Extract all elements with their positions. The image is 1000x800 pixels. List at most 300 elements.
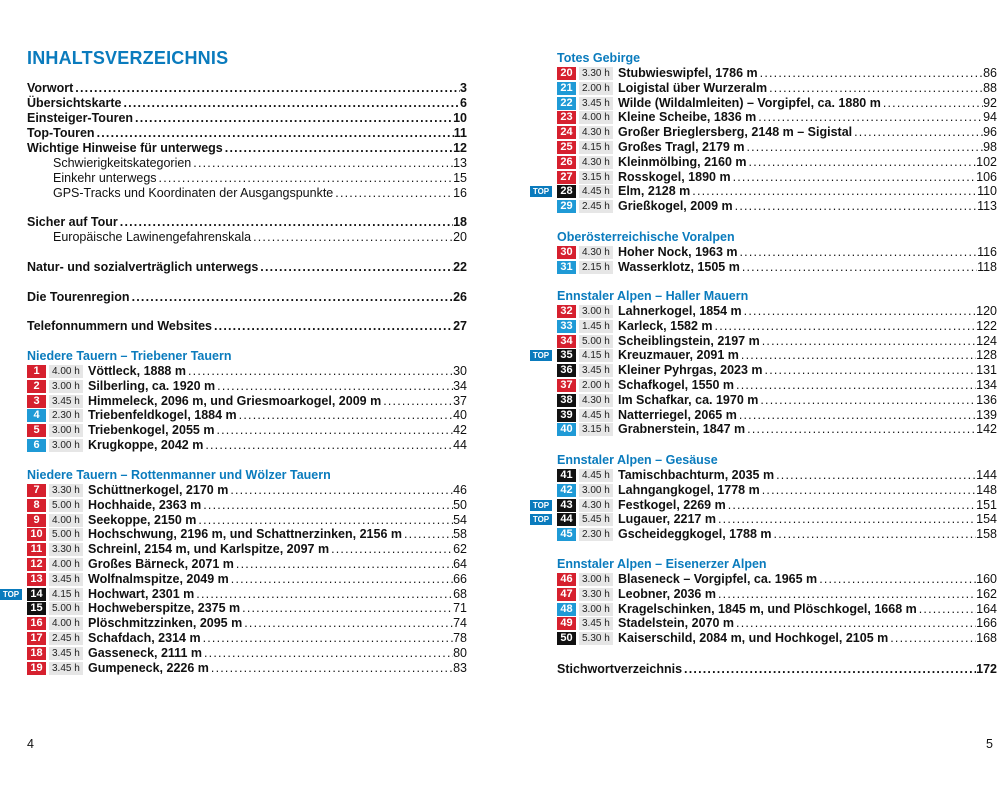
tour-entry[interactable]	[557, 378, 997, 393]
tour-page: 158	[976, 527, 997, 542]
tour-entry[interactable]	[27, 542, 467, 557]
tour-name: Hochweberspitze, 2375 m	[88, 601, 241, 616]
leader-dots	[133, 111, 453, 126]
tour-duration: 3.15 h	[579, 171, 613, 184]
leader-dots	[157, 171, 454, 186]
tour-number-badge: 29	[557, 200, 576, 213]
tour-number-badge: 5	[27, 424, 46, 437]
tour-duration: 3.00 h	[49, 380, 83, 393]
leader-dots	[194, 587, 453, 602]
tour-name: Grießkogel, 2009 m	[618, 199, 733, 214]
tour-name: Wolfnalmspitze, 2049 m	[88, 571, 229, 586]
tour-duration: 4.15 h	[579, 141, 613, 154]
tour-number-badge: 9	[27, 514, 46, 527]
leader-dots	[73, 81, 460, 96]
tour-duration: 1.45 h	[579, 320, 613, 333]
tour-duration: 3.00 h	[49, 439, 83, 452]
tour-page: 78	[453, 631, 467, 645]
toc-entry-page: 172	[976, 662, 997, 676]
tour-name: Wilde (Wildalmleiten) – Vorgipfel, ca. 1880 m	[618, 95, 881, 110]
tour-entry[interactable]	[557, 110, 997, 125]
leader-dots	[202, 646, 453, 661]
leader-dots	[739, 348, 976, 363]
leader-dots	[740, 260, 977, 275]
tour-duration: 3.30 h	[49, 543, 83, 556]
tour-name: Leobner, 2036 m	[618, 586, 716, 601]
tour-entry[interactable]	[557, 616, 997, 631]
tour-duration: 2.15 h	[579, 261, 613, 274]
tour-name: Schafdach, 2314 m	[88, 631, 201, 645]
leader-dots	[760, 483, 976, 498]
tour-entry[interactable]	[557, 319, 997, 334]
tour-page: 113	[977, 199, 997, 214]
tour-entry[interactable]	[557, 245, 997, 260]
tour-page: 64	[453, 557, 467, 571]
tour-page: 154	[976, 512, 997, 527]
tour-duration: 3.45 h	[579, 364, 613, 377]
tour-duration: 2.45 h	[49, 632, 83, 645]
tour-page: 118	[977, 259, 997, 274]
toc-entry[interactable]	[27, 230, 467, 245]
tour-number-badge: 23	[557, 111, 576, 124]
leader-dots	[223, 141, 453, 156]
tour-number-badge: 25	[557, 141, 576, 154]
tour-entry[interactable]	[27, 631, 467, 646]
tour-duration: 2.00 h	[579, 82, 613, 95]
tour-page: 71	[453, 601, 467, 616]
tour-entry[interactable]	[557, 199, 997, 214]
tour-name: Plöschmitzzinken, 2095 m	[88, 616, 243, 631]
tour-name: Krugkoppe, 2042 m	[88, 438, 204, 452]
leader-dots	[234, 557, 453, 572]
tour-entry[interactable]	[27, 527, 467, 542]
tour-name: Karleck, 1582 m	[618, 318, 713, 333]
tour-page: 144	[976, 468, 997, 482]
toc-entry[interactable]	[27, 126, 467, 141]
tour-duration: 4.45 h	[579, 185, 613, 198]
tour-page: 62	[453, 542, 467, 557]
tour-page: 134	[976, 378, 997, 392]
tour-entry[interactable]	[532, 512, 997, 527]
tour-name: Hoher Nock, 1963 m	[618, 245, 738, 259]
leader-dots	[329, 542, 453, 557]
top-tour-badge: TOP	[0, 589, 22, 600]
tour-name: Stubwieswipfel, 1786 m	[618, 66, 758, 80]
tour-page: 34	[453, 378, 467, 393]
tour-page: 80	[453, 645, 467, 660]
tour-entry[interactable]	[27, 646, 467, 661]
leader-dots	[214, 423, 453, 438]
leader-dots	[333, 186, 453, 201]
tour-number-badge: 37	[557, 379, 576, 392]
leader-dots	[682, 662, 976, 677]
toc-entry[interactable]	[27, 319, 467, 334]
toc-entry[interactable]	[27, 96, 467, 111]
leader-dots	[767, 81, 983, 96]
section-title: Niedere Tauern – Triebener Tauern	[27, 349, 232, 363]
tour-entry[interactable]	[27, 408, 467, 423]
tour-name: Gumpeneck, 2226 m	[88, 660, 209, 675]
tour-entry[interactable]	[532, 348, 997, 363]
leader-dots	[726, 498, 976, 513]
tour-entry[interactable]	[27, 661, 467, 676]
tour-entry[interactable]	[27, 364, 467, 379]
tour-page: 98	[983, 140, 997, 154]
toc-entry-label: Telefonnummern und Websites	[27, 319, 212, 333]
tour-number-badge: 15	[27, 602, 46, 615]
tour-page: 151	[976, 497, 997, 512]
tour-duration: 4.45 h	[579, 469, 613, 482]
tour-number-badge: 1	[27, 365, 46, 378]
tour-page: 92	[983, 95, 997, 110]
tour-duration: 3.00 h	[579, 484, 613, 497]
tour-entry[interactable]	[557, 572, 997, 587]
toc-entry-label: Schwierigkeitskategorien	[53, 156, 192, 170]
tour-duration: 3.45 h	[579, 617, 613, 630]
tour-duration: 4.30 h	[579, 394, 613, 407]
tour-page: 168	[976, 631, 997, 646]
leader-dots	[191, 156, 453, 171]
tour-name: Tamischbachturm, 2035 m	[618, 468, 775, 482]
tour-duration: 4.00 h	[49, 617, 83, 630]
tour-entry[interactable]	[27, 513, 467, 528]
toc-entry[interactable]	[557, 662, 997, 677]
tour-number-badge: 46	[557, 573, 576, 586]
tour-number-badge: 44	[557, 513, 576, 526]
tour-number-badge: 48	[557, 603, 576, 616]
tour-name: Hochschwung, 2196 m, und Schattnerzinken, 2156 m	[88, 527, 402, 542]
tour-name: Kaiserschild, 2084 m, und Hochkogel, 2105 m	[618, 631, 889, 646]
toc-entry-page: 26	[453, 290, 467, 304]
tour-entry[interactable]	[532, 184, 997, 199]
tour-duration: 3.45 h	[49, 395, 83, 408]
toc-entry-page: 10	[453, 111, 467, 125]
toc-entry[interactable]	[27, 260, 467, 275]
tour-duration: 4.00 h	[579, 111, 613, 124]
tour-page: 68	[453, 586, 467, 601]
leader-dots	[242, 616, 453, 631]
tour-entry[interactable]	[27, 557, 467, 572]
tour-name: Elm, 2128 m	[618, 184, 691, 199]
tour-name: Kleiner Pyhrgas, 2023 m	[618, 363, 763, 378]
tour-number-badge: 7	[27, 484, 46, 497]
leader-dots	[852, 125, 983, 140]
tour-duration: 2.30 h	[579, 528, 613, 541]
tour-page: 66	[453, 571, 467, 586]
folio-left: 4	[27, 737, 34, 751]
toc-entry-page: 15	[453, 171, 467, 185]
tour-name: Kleinmölbing, 2160 m	[618, 154, 747, 169]
toc-entry[interactable]	[27, 111, 467, 126]
leader-dots	[731, 170, 977, 185]
toc-entry[interactable]	[27, 171, 467, 186]
tour-name: Triebenkogel, 2055 m	[88, 423, 215, 438]
tour-number-badge: 28	[557, 185, 576, 198]
tour-number-badge: 49	[557, 617, 576, 630]
tour-entry[interactable]	[557, 81, 997, 96]
tour-entry[interactable]	[27, 423, 467, 438]
tour-name: Seekoppe, 2150 m	[88, 512, 197, 527]
tour-name: Natterriegel, 2065 m	[618, 407, 737, 422]
tour-name: Rosskogel, 1890 m	[618, 169, 731, 184]
tour-name: Vöttleck, 1888 m	[88, 364, 186, 378]
tour-number-badge: 34	[557, 335, 576, 348]
toc-entry-page: 11	[453, 126, 467, 140]
leader-dots	[95, 126, 454, 141]
leader-dots	[742, 304, 976, 319]
tour-page: 124	[976, 333, 997, 348]
leader-dots	[716, 512, 976, 527]
leader-dots	[763, 363, 977, 378]
toc-entry-label: Übersichtskarte	[27, 96, 122, 110]
toc-entry[interactable]	[27, 81, 467, 96]
leader-dots	[381, 394, 453, 409]
tour-entry[interactable]	[557, 631, 997, 646]
tour-page: 148	[976, 482, 997, 497]
leader-dots	[229, 572, 453, 587]
leader-dots	[756, 110, 983, 125]
tour-page: 116	[977, 245, 997, 259]
tour-number-badge: 17	[27, 632, 46, 645]
toc-entry-label: Einkehr unterwegs	[53, 171, 157, 185]
tour-page: 58	[453, 527, 467, 542]
tour-number-badge: 4	[27, 409, 46, 422]
tour-page: 160	[976, 572, 997, 586]
tour-number-badge: 13	[27, 573, 46, 586]
leader-dots	[772, 527, 977, 542]
tour-entry[interactable]	[557, 393, 997, 408]
toc-entry-page: 18	[453, 215, 467, 229]
leader-dots	[212, 319, 453, 334]
tour-duration: 3.00 h	[49, 424, 83, 437]
tour-entry[interactable]	[27, 379, 467, 394]
tour-name: Kragelschinken, 1845 m, und Plöschkogel, 1668 m	[618, 601, 917, 616]
tour-page: 86	[983, 66, 997, 80]
tour-name: Schüttnerkogel, 2170 m	[88, 483, 229, 497]
toc-entry[interactable]	[27, 215, 467, 230]
tour-number-badge: 42	[557, 484, 576, 497]
toc-entry-label: Top-Touren	[27, 126, 95, 140]
tour-number-badge: 10	[27, 528, 46, 541]
tour-entry[interactable]	[557, 66, 997, 81]
leader-dots	[237, 408, 453, 423]
tour-duration: 5.00 h	[49, 602, 83, 615]
tour-name: Lahngangkogel, 1778 m	[618, 482, 760, 497]
leader-dots	[201, 631, 454, 646]
tour-entry[interactable]	[27, 483, 467, 498]
tour-page: 30	[453, 364, 467, 378]
tour-entry[interactable]	[27, 572, 467, 587]
tour-entry[interactable]	[557, 334, 997, 349]
tour-number-badge: 18	[27, 647, 46, 660]
leader-dots	[745, 422, 976, 437]
tour-number-badge: 50	[557, 632, 576, 645]
tour-entry[interactable]	[27, 601, 467, 616]
tour-entry[interactable]	[557, 587, 997, 602]
tour-duration: 4.30 h	[579, 156, 613, 169]
tour-entry[interactable]	[557, 483, 997, 498]
tour-page: 96	[983, 125, 997, 140]
tour-duration: 4.00 h	[49, 514, 83, 527]
leader-dots	[209, 661, 453, 676]
leader-dots	[758, 393, 976, 408]
tour-duration: 3.00 h	[579, 573, 613, 586]
tour-page: 37	[453, 393, 467, 408]
toc-entry-label: Wichtige Hinweise für unterwegs	[27, 141, 223, 155]
tour-duration: 3.45 h	[49, 573, 83, 586]
tour-page: 120	[976, 304, 997, 318]
tour-entry[interactable]	[557, 468, 997, 483]
tour-entry[interactable]	[557, 260, 997, 275]
tour-number-badge: 20	[557, 67, 576, 80]
tour-number-badge: 2	[27, 380, 46, 393]
tour-number-badge: 6	[27, 439, 46, 452]
tour-duration: 3.30 h	[579, 67, 613, 80]
tour-number-badge: 8	[27, 499, 46, 512]
top-tour-badge: TOP	[530, 350, 552, 361]
tour-entry[interactable]	[532, 497, 997, 513]
tour-name: Im Schafkar, ca. 1970 m	[618, 392, 759, 407]
leader-dots	[747, 155, 977, 170]
tour-name: Lahnerkogel, 1854 m	[618, 304, 742, 318]
section-title: Ennstaler Alpen – Haller Mauern	[557, 289, 749, 303]
tour-entry[interactable]	[557, 363, 997, 378]
tour-entry[interactable]	[27, 498, 467, 513]
toc-entry-label: Europäische Lawinengefahrenskala	[53, 230, 252, 244]
tour-name: Großes Tragl, 2179 m	[618, 140, 745, 154]
tour-entry[interactable]	[27, 394, 467, 409]
tour-name: Kreuzmauer, 2091 m	[618, 348, 739, 363]
tour-name: Scheiblingstein, 2197 m	[618, 333, 760, 348]
toc-entry-page: 3	[460, 81, 467, 95]
tour-duration: 4.30 h	[579, 246, 613, 259]
tour-number-badge: 41	[557, 469, 576, 482]
toc-entry[interactable]	[27, 156, 467, 171]
toc-entry-page: 16	[453, 186, 467, 200]
toc-entry[interactable]	[27, 141, 467, 156]
tour-number-badge: 24	[557, 126, 576, 139]
tour-entry[interactable]	[557, 527, 997, 542]
leader-dots	[774, 468, 976, 483]
section-title: Totes Gebirge	[557, 51, 641, 65]
tour-page: 46	[453, 483, 467, 497]
tour-duration: 4.00 h	[49, 365, 83, 378]
leader-dots	[744, 140, 983, 155]
tour-name: Schafkogel, 1550 m	[618, 378, 735, 392]
leader-dots	[734, 378, 976, 393]
tour-name: Festkogel, 2269 m	[618, 497, 726, 512]
tour-entry[interactable]	[557, 602, 997, 617]
tour-number-badge: 30	[557, 246, 576, 259]
toc-entry-page: 13	[453, 156, 467, 170]
tour-number-badge: 45	[557, 528, 576, 541]
tour-page: 136	[976, 392, 997, 407]
tour-duration: 5.00 h	[49, 499, 83, 512]
tour-duration: 3.15 h	[579, 423, 613, 436]
tour-name: Himmeleck, 2096 m, und Griesmoarkogel, 2009 m	[88, 393, 382, 408]
tour-page: 128	[976, 348, 997, 363]
tour-name: Kleine Scheibe, 1836 m	[618, 110, 757, 125]
leader-dots	[738, 245, 978, 260]
tour-number-badge: 16	[27, 617, 46, 630]
tour-page: 131	[976, 363, 997, 378]
tour-entry[interactable]	[557, 304, 997, 319]
toc-entry-page: 20	[453, 230, 467, 244]
toc-entry[interactable]	[27, 290, 467, 305]
tour-name: Loigistal über Wurzeralm	[618, 80, 768, 95]
tour-entry[interactable]	[27, 616, 467, 631]
tour-entry[interactable]	[557, 125, 997, 140]
tour-name: Hochhaide, 2363 m	[88, 497, 202, 512]
leader-dots	[888, 631, 976, 646]
tour-duration: 4.45 h	[579, 409, 613, 422]
tour-number-badge: 43	[557, 499, 576, 512]
tour-name: Blaseneck – Vorgipfel, ca. 1965 m	[618, 572, 818, 586]
tour-entry[interactable]	[557, 408, 997, 423]
leader-dots	[203, 438, 453, 453]
tour-name: Gscheideggkogel, 1788 m	[618, 527, 772, 542]
tour-name: Wasserklotz, 1505 m	[618, 259, 740, 274]
top-tour-badge: TOP	[530, 500, 552, 511]
tour-duration: 3.00 h	[579, 603, 613, 616]
tour-entry[interactable]	[557, 96, 997, 111]
tour-duration: 2.30 h	[49, 409, 83, 422]
tour-page: 102	[976, 154, 997, 169]
tour-duration: 2.00 h	[579, 379, 613, 392]
tour-duration: 4.30 h	[579, 126, 613, 139]
tour-number-badge: 32	[557, 305, 576, 318]
leader-dots	[258, 260, 453, 275]
toc-entry-label: Vorwort	[27, 81, 74, 95]
tour-duration: 5.30 h	[579, 632, 613, 645]
tour-page: 142	[976, 422, 997, 437]
toc-entry-label: Sicher auf Tour	[27, 215, 118, 229]
leader-dots	[240, 601, 453, 616]
leader-dots	[130, 290, 454, 305]
tour-entry[interactable]	[557, 155, 997, 170]
tour-entry[interactable]	[27, 438, 467, 453]
tour-duration: 5.00 h	[579, 335, 613, 348]
section-title: Ennstaler Alpen – Eisenerzer Alpen	[557, 557, 767, 571]
tour-entry[interactable]	[557, 140, 997, 155]
leader-dots	[713, 319, 977, 334]
tour-entry[interactable]	[557, 170, 997, 185]
tour-name: Schreinl, 2154 m, und Karlspitze, 2097 m	[88, 542, 330, 557]
tour-duration: 3.30 h	[49, 484, 83, 497]
tour-entry[interactable]	[2, 586, 467, 602]
leader-dots	[201, 498, 453, 513]
tour-name: Großer Brieglersberg, 2148 m – Sigistal	[618, 125, 853, 140]
tour-page: 40	[453, 408, 467, 423]
leader-dots	[733, 199, 977, 214]
toc-entry-label: Einsteiger-Touren	[27, 111, 134, 125]
tour-entry[interactable]	[557, 422, 997, 437]
tour-duration: 2.45 h	[579, 200, 613, 213]
tour-number-badge: 12	[27, 558, 46, 571]
toc-entry[interactable]	[27, 186, 467, 201]
tour-number-badge: 35	[557, 349, 576, 362]
leader-dots	[760, 334, 976, 349]
tour-number-badge: 40	[557, 423, 576, 436]
tour-page: 106	[976, 169, 997, 184]
leader-dots	[737, 408, 976, 423]
tour-number-badge: 19	[27, 662, 46, 675]
leader-dots	[817, 572, 976, 587]
leader-dots	[758, 66, 983, 81]
tour-name: Gasseneck, 2111 m	[88, 645, 202, 660]
section-title: Ennstaler Alpen – Gesäuse	[557, 453, 718, 467]
tour-name: Großes Bärneck, 2071 m	[88, 557, 234, 571]
